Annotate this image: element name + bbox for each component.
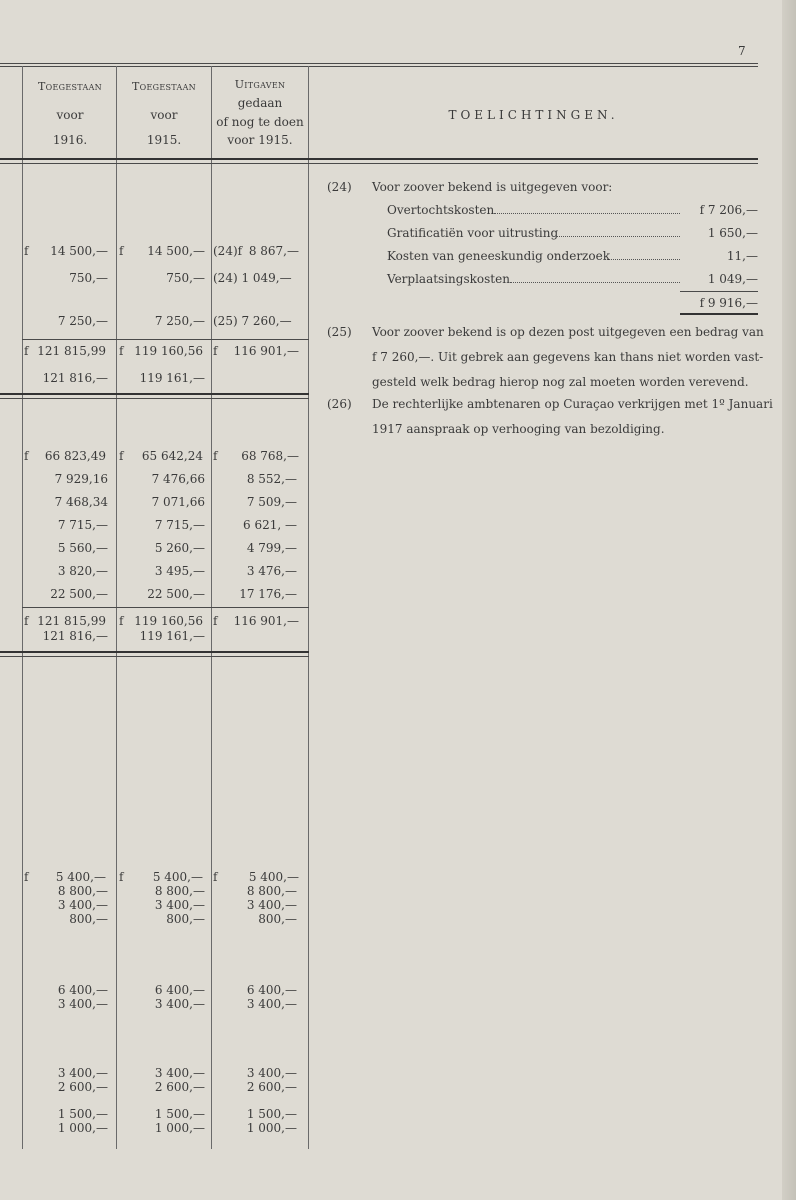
currency-prefix: f [213,614,218,628]
note-24-item1-value: f 7 206,— [699,203,758,217]
header-col3-line4: voor 1915. [227,133,293,147]
s2-r2-c2: 7 476,66 [151,472,205,486]
note-24-marker: (24) [327,180,352,194]
header-col3-line3: of nog te doen [216,115,304,129]
amount-value: 5 400,— [152,870,203,884]
note-24-item4-leader [510,282,680,283]
note-25-line1: Voor zoover bekend is op dezen post uitgegeven een bedrag van [372,325,764,339]
note-24-total-rule [680,291,758,292]
s3a-r4-c2: 800,— [166,912,205,926]
note-24-item3-leader [604,259,680,260]
note-25-line2: f 7 260,—. Uit gebrek aan gegevens kan thans niet worden vast- [372,350,764,364]
currency-prefix: f [24,449,29,463]
header-col1-line2: voor [56,108,84,122]
note-24-item3-label: Kosten van geneeskundig onderzoek [387,249,610,263]
s3c-r2-c3: 2 600,— [246,1080,297,1094]
currency-prefix: f [119,870,124,884]
note-26-line1: De rechterlijke ambtenaren op Curaçao verkrijgen met 1º Januari [372,397,773,411]
s3b-r1-c2: 6 400,— [154,983,205,997]
s1-rounded-c1: 121 816,— [42,371,108,385]
note-26-line2: 1917 aanspraak op verhooging van bezoldiging. [372,422,665,436]
s1-r1-c2: 14 500,— [147,244,205,258]
s2-r3-c2: 7 071,66 [151,495,205,509]
s1-total-c2 [119,344,209,358]
s3d-r2-c2: 1 000,— [154,1121,205,1135]
note-24-item4-label: Verplaatsingskosten [387,272,510,286]
header-rule-2 [0,163,758,164]
header-col2-line3: 1915. [146,133,182,147]
note-24-item2-label: Gratificatiën voor uitrusting [387,226,559,240]
s3b-r1-c3: 6 400,— [246,983,297,997]
s1-end-rule-2 [0,398,309,399]
s1-r2-c2: 750,— [166,271,205,285]
s1-r1-c1: 14 500,— [50,244,108,258]
amount-value: 8 867,— [248,244,299,258]
note-24-total: f 9 916,— [699,296,758,310]
s3a-r2-c3: 8 800,— [246,884,297,898]
currency-prefix: f [119,344,124,358]
s2-r6-c3: 3 476,— [246,564,297,578]
page-edge-shadow [782,0,796,1200]
s2-r4-c3: 6 621, — [243,518,297,532]
currency-prefix: f [119,449,124,463]
s2-r2-c3: 8 552,— [246,472,297,486]
s3a-r3-c3: 3 400,— [246,898,297,912]
note-24-item3-value: 11,— [726,249,758,263]
s3c-r2-c1: 2 600,— [57,1080,108,1094]
s1-rounded-c2: 119 161,— [139,371,205,385]
note-24-item1-label: Overtochtskosten [387,203,495,217]
amount-value: 116 901,— [233,614,299,628]
s2-r3-c3: 7 509,— [246,495,297,509]
s2-end-rule [0,651,309,653]
s2-r5-c1: 5 560,— [57,541,108,555]
currency-prefix: f [24,344,29,358]
page-number: 7 [738,44,746,58]
s1-r3-c1: 7 250,— [57,314,108,328]
s3c-r2-c2: 2 600,— [154,1080,205,1094]
currency-prefix: f [213,344,218,358]
header-col4-title: TOELICHTINGEN. [448,108,619,122]
s2-r1-c1 [24,449,112,463]
currency-prefix: f [24,614,29,628]
s2-r1-c2 [119,449,209,463]
s1-r3-c2: 7 250,— [154,314,205,328]
amount-value: 5 400,— [55,870,106,884]
s3a-r4-c3: 800,— [258,912,297,926]
amount-value: 116 901,— [233,344,299,358]
currency-prefix: f [119,614,124,628]
s3d-r1-c1: 1 500,— [57,1107,108,1121]
currency-prefix: f [24,870,29,884]
s1-total-c3 [213,344,305,358]
s1-r1-c3 [213,244,305,258]
note-24-item4-value: 1 049,— [707,272,758,286]
s1-r2-c1: 750,— [69,271,108,285]
s2-r6-c1: 3 820,— [57,564,108,578]
note-25-line3: gesteld welk bedrag hierop nog zal moeten worden verevend. [372,375,749,389]
amount-value: 68 768,— [241,449,299,463]
s2-rounded-c1: 121 816,— [42,629,108,643]
amount-value: 5 400,— [248,870,299,884]
s2-r7-c2: 22 500,— [147,587,205,601]
header-col3-title: Uitgaven [234,78,286,91]
note-25-marker: (25) [327,325,352,339]
s2-r4-c2: 7 715,— [154,518,205,532]
s2-r4-c1: 7 715,— [57,518,108,532]
s3d-r2-c3: 1 000,— [246,1121,297,1135]
currency-prefix: (24)f [213,244,243,258]
s1-r3-c3: (25) 7 260,— [213,314,292,328]
note-24-item2-leader [556,236,680,237]
s3c-r1-c2: 3 400,— [154,1066,205,1080]
amount-value: 119 160,56 [134,344,203,358]
s3d-r1-c3: 1 500,— [246,1107,297,1121]
s1-total-c1 [24,344,112,358]
header-col1-line3: 1916. [52,133,88,147]
top-rule [0,63,758,64]
note-24-item1-leader [494,213,680,214]
currency-prefix: f [213,870,218,884]
header-col1-title: Toegestaan [38,80,102,93]
s3a-r3-c1: 3 400,— [57,898,108,912]
note-24-intro: Voor zoover bekend is uitgegeven voor: [372,180,613,194]
s3a-r1-c2 [119,870,209,884]
s2-r1-c3 [213,449,305,463]
s3b-r2-c2: 3 400,— [154,997,205,1011]
amount-value: 119 160,56 [134,614,203,628]
note-24-total-underline [680,313,758,315]
s2-r3-c1: 7 468,34 [54,495,108,509]
s1-subtotal-rule [22,339,309,340]
s2-r7-c3: 17 176,— [239,587,297,601]
s1-r1-c2-prefix: f [119,244,124,258]
s3d-r2-c1: 1 000,— [57,1121,108,1135]
s3a-r1-c1 [24,870,112,884]
header-rule [0,158,758,160]
s3c-r1-c1: 3 400,— [57,1066,108,1080]
header-col3-line2: gedaan [237,96,283,110]
header-col2-title: Toegestaan [132,80,196,93]
amount-value: 121 815,99 [37,614,106,628]
s2-r7-c1: 22 500,— [50,587,108,601]
s1-r2-c3: (24) 1 049,— [213,271,292,285]
s3a-r3-c2: 3 400,— [154,898,205,912]
currency-prefix: f [213,449,218,463]
s3d-r1-c2: 1 500,— [154,1107,205,1121]
s2-end-rule-2 [0,656,309,657]
s1-end-rule [0,393,309,395]
s3a-r1-c3 [213,870,305,884]
s3a-r4-c1: 800,— [69,912,108,926]
s2-subtotal-rule [22,607,309,608]
s3b-r2-c1: 3 400,— [57,997,108,1011]
header-col2-line2: voor [150,108,178,122]
note-24-item2-value: 1 650,— [707,226,758,240]
top-rule-2 [0,66,758,67]
s2-total-c3 [213,614,305,628]
s2-r5-c3: 4 799,— [246,541,297,555]
s3a-r2-c2: 8 800,— [154,884,205,898]
s3b-r2-c3: 3 400,— [246,997,297,1011]
s2-r2-c1: 7 929,16 [54,472,108,486]
s3a-r2-c1: 8 800,— [57,884,108,898]
s2-total-c2 [119,614,209,628]
note-26-marker: (26) [327,397,352,411]
s2-r5-c2: 5 260,— [154,541,205,555]
s3c-r1-c3: 3 400,— [246,1066,297,1080]
s3b-r1-c1: 6 400,— [57,983,108,997]
s1-r1-c1-prefix: f [24,244,29,258]
amount-value: 65 642,24 [141,449,203,463]
s2-r6-c2: 3 495,— [154,564,205,578]
amount-value: 121 815,99 [37,344,106,358]
s2-rounded-c2: 119 161,— [139,629,205,643]
amount-value: 66 823,49 [44,449,106,463]
s2-total-c1 [24,614,112,628]
